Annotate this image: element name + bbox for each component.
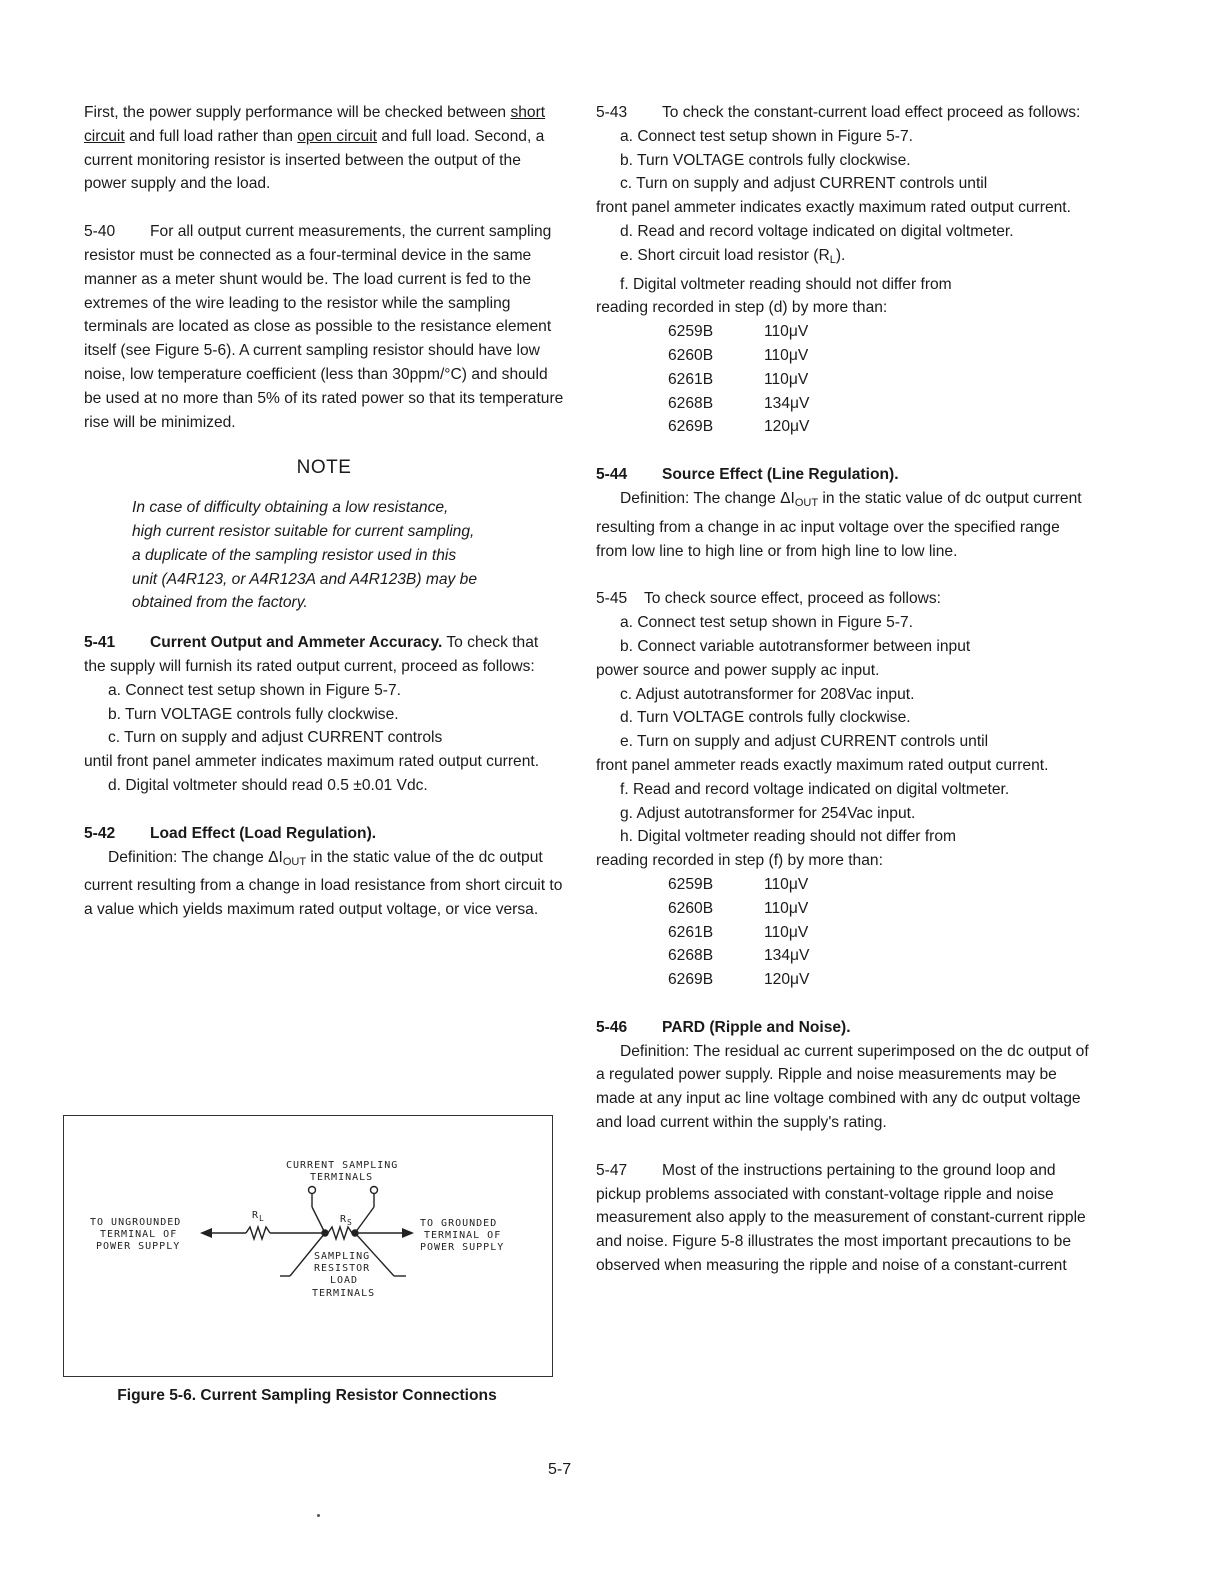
label-terminal-of-right: TERMINAL OF xyxy=(424,1230,502,1241)
label-terminal-of-left: TERMINAL OF xyxy=(100,1229,178,1240)
underlined-term: open circuit xyxy=(297,127,377,145)
label-to-grounded: TO GROUNDED xyxy=(420,1218,498,1229)
step-b: b. Turn VOLTAGE controls fully clockwise. xyxy=(620,151,911,169)
label-resistor: RESISTOR xyxy=(314,1263,371,1274)
paragraph-5-41: 5-41 Current Output and Ammeter Accuracy. To check that the supply will furnish its rated output current, proceed as follows: xyxy=(84,631,564,679)
step-f: f. Digital voltmeter reading should not differ from xyxy=(620,275,952,293)
step-c: c. Turn on supply and adjust CURRENT controls xyxy=(108,729,443,747)
note-title: NOTE xyxy=(296,457,352,479)
paragraph-5-42-heading xyxy=(84,822,564,846)
label-rl: $R_L$ xyxy=(252,1210,265,1223)
label-sampling: SAMPLING xyxy=(314,1251,371,1262)
paragraph-5-45: 5-45 To check source effect, proceed as follows: xyxy=(596,587,1090,611)
step-d: d. Digital voltmeter should read 0.5 ±0.01 Vdc. xyxy=(108,776,428,794)
step-c: c. Turn on supply and adjust CURRENT controls until xyxy=(620,175,988,193)
label-load: LOAD xyxy=(330,1275,359,1286)
step-a: a. Connect test setup shown in Figure 5-7. xyxy=(108,681,401,699)
table-row: 6269B 120μV xyxy=(668,971,810,989)
label-terminals-top: TERMINALS xyxy=(310,1172,374,1183)
step-e: e. Turn on supply and adjust CURRENT controls until xyxy=(620,733,989,751)
scan-speck xyxy=(317,1514,320,1517)
step-f-continued: reading recorded in step (d) by more than: xyxy=(596,299,888,317)
paragraph-5-46-heading xyxy=(596,1016,1090,1040)
definition-5-42: Definition: The change $\Delta I_{OUT}$ in the static value of the dc output current resulting from a change in load resistance from short circuit to a value which yields maximum rated output voltage, or vice versa. xyxy=(84,848,563,919)
paragraph-5-47: 5-47 Most of the instructions pertaining to the ground loop and pickup problems associated with constant-voltage ripple and noise measurement also apply to the measurement of constant-current ripple and noise. Figure 5-8 illustrates the most important precautions to be observed when measuring the ripple and noise of a constant-current xyxy=(596,1159,1090,1278)
paragraph-5-43: 5-43 To check the constant-current load effect proceed as follows: xyxy=(596,101,1090,125)
paragraph-5-40: 5-40 For all output current measurements, the current sampling resistor must be connected as a four-terminal device in the same manner as a meter shunt would be. The load current is fed to the extremes of the wire leading to the resistor while the sampling terminals are located as close as possible to the resistance element itself (see Figure 5-6). A current sampling resistor should have low noise, low temperature coefficient (less than 30ppm/°C) and should be used at no more than 5% of its rated power so that its temperature rise will be minimized. xyxy=(84,220,564,434)
table-row: 6259B 110μV xyxy=(668,875,809,893)
section-number: 5-45 xyxy=(596,590,628,608)
step-b-continued: power source and power supply ac input. xyxy=(596,661,880,679)
paragraph-5-44-heading xyxy=(596,463,1090,487)
step-h: h. Digital voltmeter reading should not differ from xyxy=(620,828,957,846)
label-power-supply-left: POWER SUPPLY xyxy=(96,1241,181,1252)
section-heading: Load Effect (Load Regulation). xyxy=(150,824,377,842)
step-f: f. Read and record voltage indicated on digital voltmeter. xyxy=(620,780,1010,798)
source-effect-table xyxy=(668,873,809,992)
section-number: 5-47 xyxy=(596,1161,628,1179)
step-g: g. Adjust autotransformer for 254Vac input. xyxy=(620,804,916,822)
step-c: c. Adjust autotransformer for 208Vac input. xyxy=(620,685,915,703)
label-rs: $R_S$ xyxy=(340,1214,353,1227)
figure-caption: Figure 5-6. Current Sampling Resistor Connections xyxy=(117,1387,497,1404)
table-row: 6268B 134μV xyxy=(668,947,810,965)
page-number: 5-7 xyxy=(548,1461,572,1478)
section-heading: Source Effect (Line Regulation). xyxy=(662,466,899,484)
table-row: 6268B 134μV xyxy=(668,394,810,412)
section-number: 5-40 xyxy=(84,223,116,241)
section-number: 5-42 xyxy=(84,824,116,842)
definition-5-46: Definition: The residual ac current superimposed on the dc output of a regulated power supply. Ripple and noise measurements may be made at any input ac line voltage combined with any dc output voltage and load current within the supply's rating. xyxy=(596,1042,1089,1132)
section-number: 5-44 xyxy=(596,466,628,484)
table-row: 6261B 110μV xyxy=(668,370,809,388)
figure-5-6 xyxy=(63,1115,553,1377)
step-a: a. Connect test setup shown in Figure 5-7. xyxy=(620,127,913,145)
section-heading: Current Output and Ammeter Accuracy. xyxy=(150,634,443,652)
table-row: 6269B 120μV xyxy=(668,418,810,436)
label-current-sampling: CURRENT SAMPLING xyxy=(286,1160,399,1171)
section-number: 5-46 xyxy=(596,1018,628,1036)
load-effect-table xyxy=(668,320,809,439)
step-h-continued: reading recorded in step (f) by more than: xyxy=(596,852,883,870)
step-d: d. Turn VOLTAGE controls fully clockwise. xyxy=(620,709,911,727)
step-b: b. Connect variable autotransformer between input xyxy=(620,637,971,655)
step-d: d. Read and record voltage indicated on digital voltmeter. xyxy=(620,222,1014,240)
section-heading: PARD (Ripple and Noise). xyxy=(662,1018,851,1036)
current-sampling-diagram xyxy=(64,1116,552,1376)
step-b: b. Turn VOLTAGE controls fully clockwise. xyxy=(108,705,399,723)
intro-paragraph: First, the power supply performance will be checked between short circuit and full load rather than open circuit and full load. Second, a current monitoring resistor is inserted between the output of the power supply and the load. xyxy=(84,104,546,193)
label-power-supply-right: POWER SUPPLY xyxy=(420,1242,505,1253)
label-terminals-bottom: TERMINALS xyxy=(312,1288,376,1299)
step-a: a. Connect test setup shown in Figure 5-7. xyxy=(620,614,913,632)
table-row: 6261B 110μV xyxy=(668,923,809,941)
note-text: In case of difficulty obtaining a low resistance, high current resistor suitable for current sampling, a duplicate of the sampling resistor used in this unit (A4R123, or A4R123A and A4R123B) may be obtained from the factory. xyxy=(132,499,477,612)
left-column xyxy=(84,101,564,922)
step-c-continued: until front panel ammeter indicates maximum rated output current. xyxy=(84,753,540,771)
table-row: 6260B 110μV xyxy=(668,899,809,917)
label-to-ungrounded: TO UNGROUNDED xyxy=(90,1217,182,1228)
table-row: 6260B 110μV xyxy=(668,346,809,364)
step-c-continued: front panel ammeter indicates exactly maximum rated output current. xyxy=(596,199,1071,217)
section-number: 5-43 xyxy=(596,104,628,121)
underlined-term: short circuit xyxy=(84,104,546,145)
definition-5-44: Definition: The change $\Delta I_{OUT}$ in the static value of dc output current resulting from a change in ac input voltage over the specified range from low line to high line or from high line to low line. xyxy=(596,489,1082,560)
right-column xyxy=(596,101,1090,1278)
step-e-continued: front panel ammeter reads exactly maximum rated output current. xyxy=(596,756,1049,774)
step-e: e. Short circuit load resistor $(R_L)$. xyxy=(620,246,846,266)
section-number: 5-41 xyxy=(84,634,116,652)
table-row: 6259B 110μV xyxy=(668,323,809,341)
